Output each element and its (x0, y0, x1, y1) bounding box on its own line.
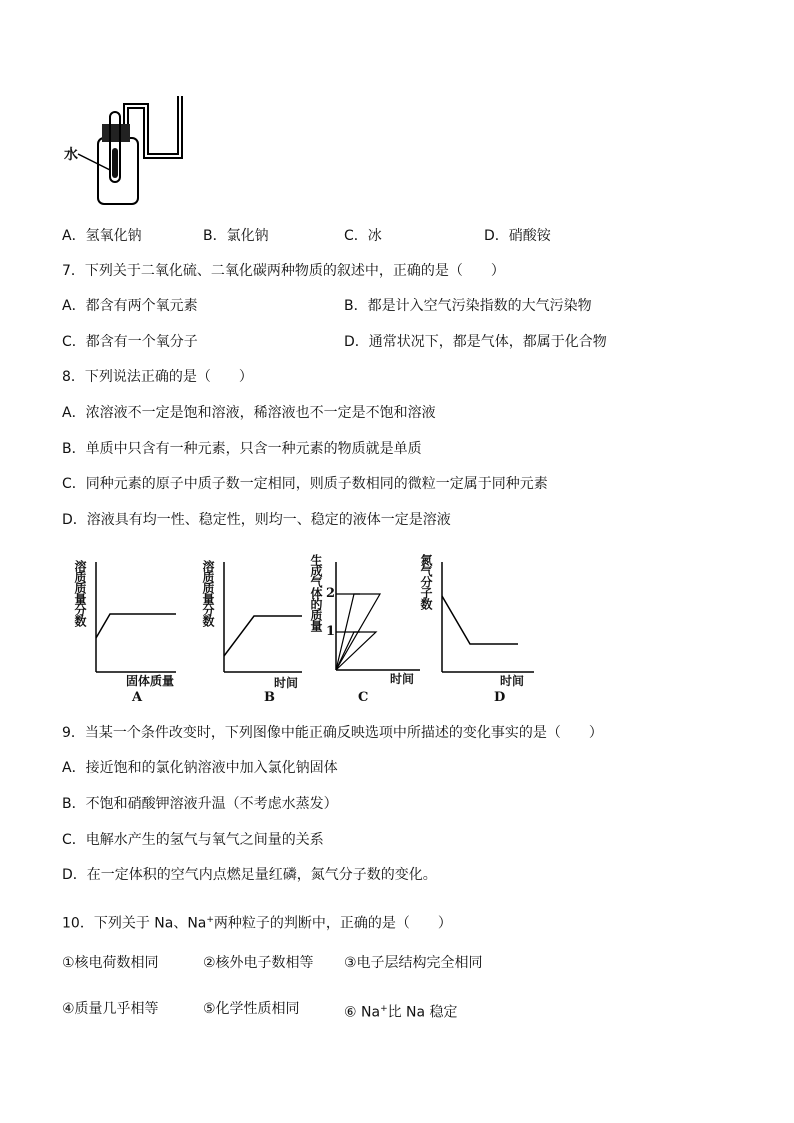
chart-d-xlabel: 时间 (500, 674, 525, 688)
chart-b-letter: B (264, 690, 275, 705)
chart-a-letter: A (132, 690, 143, 705)
q6-option-c: C．冰 (344, 228, 382, 244)
stopper (102, 124, 130, 142)
chart-c-letter: C (358, 690, 369, 705)
chart-c-plot (306, 552, 426, 682)
q10-item-3: ③电子层结构完全相同 (344, 955, 483, 971)
q8-option-b: B．单质中只含有一种元素，只含一种元素的物质就是单质 (62, 441, 422, 457)
q8-stem: 8．下列说法正确的是（ ） (62, 369, 253, 385)
chart-a (60, 552, 180, 712)
q10-item-6 (344, 999, 458, 1023)
q7-option-c: C．都含有一个氧分子 (62, 334, 198, 350)
chart-b-curve (224, 616, 302, 656)
water-pointer (78, 154, 110, 170)
chart-a-ylabel: 溶质质量分数 (73, 560, 87, 626)
chart-d-curve (442, 596, 518, 644)
chart-d (414, 552, 540, 712)
q6-option-b: B．氯化钠 (203, 228, 269, 244)
q10-stem-post: 两种粒子的判断中，正确的是（ ） (213, 915, 452, 932)
apparatus-drawing (60, 88, 220, 208)
q7-stem: 7．下列关于二氧化硫、二氧化碳两种物质的叙述中，正确的是（ ） (62, 263, 505, 279)
chart-a-xlabel: 固体质量 (126, 674, 175, 688)
q10-item-6-pre: ⑥ Na (344, 1004, 381, 1021)
q7-option-b: B．都是计入空气污染指数的大气污染物 (344, 298, 592, 314)
q9-option-d: D．在一定体积的空气内点燃足量红磷，氮气分子数的变化。 (62, 867, 437, 883)
chart-c-tick-2: 2 (326, 586, 336, 601)
chart-b (198, 552, 308, 712)
water-label: 水 (64, 147, 78, 163)
q10-stem-pre: 10．下列关于 Na、Na (62, 915, 207, 932)
u-tube-inner (128, 96, 182, 158)
chart-c-xlabel: 时间 (390, 672, 415, 686)
chart-a-curve (96, 614, 176, 638)
q6-option-d: D．硝酸铵 (484, 228, 551, 244)
apparatus-figure (60, 88, 220, 212)
chart-d-ylabel: 氮气分子数 (419, 554, 433, 609)
chart-d-letter: D (494, 690, 506, 705)
q10-stem-sup: + (206, 915, 214, 925)
q9-option-a: A．接近饱和的氯化钠溶液中加入氯化钠固体 (62, 760, 338, 776)
chart-d-plot (414, 552, 540, 682)
chart-c-tick-1: 1 (326, 624, 336, 639)
q8-option-a: A．浓溶液不一定是饱和溶液，稀溶液也不一定是不饱和溶液 (62, 405, 436, 421)
u-tube-outer (124, 96, 178, 154)
q7-option-d: D．通常状况下，都是气体，都属于化合物 (344, 334, 607, 350)
q9-option-b: B．不饱和硝酸钾溶液升温（不考虑水蒸发） (62, 796, 338, 812)
chart-c (306, 552, 426, 712)
q6-option-a: A．氢氧化钠 (62, 228, 142, 244)
q7-option-a: A．都含有两个氧元素 (62, 298, 198, 314)
q10-item-5: ⑤化学性质相同 (203, 1001, 300, 1017)
q8-option-d: D．溶液具有均一性、稳定性，则均一、稳定的液体一定是溶液 (62, 512, 451, 528)
chart-b-xlabel: 时间 (274, 676, 299, 690)
q9-stem: 9．当某一个条件改变时，下列图像中能正确反映选项中所描述的变化事实的是（ ） (62, 725, 603, 741)
chart-a-plot (60, 552, 180, 682)
q10-stem (62, 910, 452, 934)
q10-item-2: ②核外电子数相等 (203, 955, 314, 971)
chart-b-ylabel: 溶质质量分数 (201, 560, 215, 626)
graph-panel (60, 552, 540, 712)
chart-b-plot (198, 552, 308, 682)
q10-item-1: ①核电荷数相同 (62, 955, 159, 971)
chart-c-ylabel: 生成气体的质量 (309, 554, 323, 631)
q9-option-c: C．电解水产生的氢气与氧气之间量的关系 (62, 832, 324, 848)
q8-option-c: C．同种元素的原子中质子数一定相同，则质子数相同的微粒一定属于同种元素 (62, 476, 548, 492)
water-in-tube (112, 148, 118, 178)
q10-item-6-post: 比 Na 稳定 (387, 1004, 458, 1021)
q10-item-6-sup: + (380, 1004, 388, 1014)
q10-item-4: ④质量几乎相等 (62, 1001, 159, 1017)
chart-c-series-1 (336, 632, 376, 670)
